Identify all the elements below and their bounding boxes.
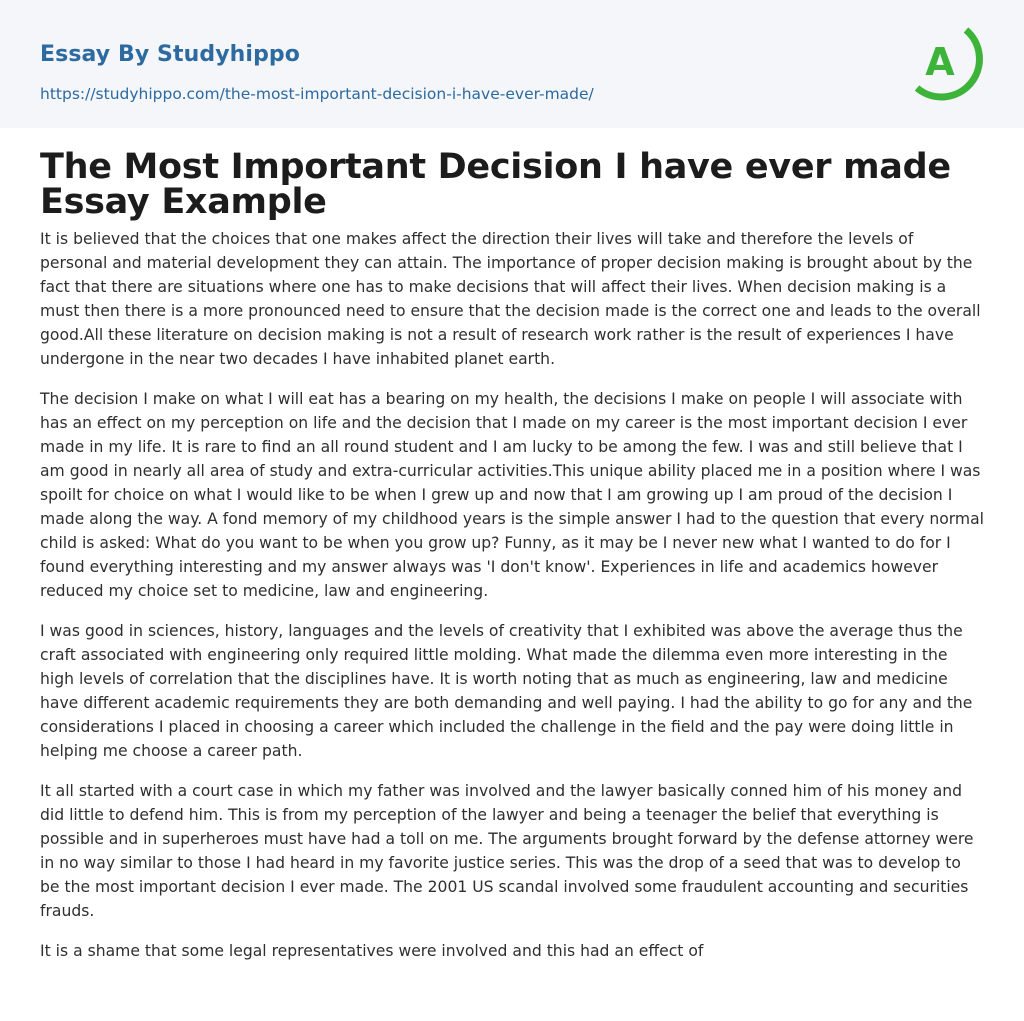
brand-title[interactable]: Essay By Studyhippo <box>40 42 300 67</box>
paragraph: It is believed that the choices that one makes affect the direction their lives will take and therefore the levels of personal and material development they can attain. The importance of proper decision making is brought about by the fact that there are situations where one has to make decisions that will affect their lives. When decision making is a must then there is a more pronounced need to ensure that the decision made is the correct one and leads to the overall good.All these literature on decision making is not a result of research work rather is the result of experiences I have undergone in the near two decades I have inhabited planet earth. <box>40 230 981 368</box>
article <box>40 147 984 979</box>
paragraph: It all started with a court case in which my father was involved and the lawyer basically conned him of his money and did little to defend him. This is from my perception of the lawyer and being a teenager the belief that everything is possible and in superheroes must have had a toll on me. The arguments brought forward by the defense attorney were in no way similar to those I had heard in my favorite justice series. This was the drop of a seed that was to develop to be the most important decision I ever made. The 2001 US scandal involved some fraudulent accounting and securities frauds. <box>40 782 974 920</box>
studyhippo-logo-icon[interactable] <box>909 18 989 108</box>
page-url-link[interactable]: https://studyhippo.com/the-most-important-decision-i-have-ever-made/ <box>40 85 594 103</box>
paragraph: I was good in sciences, history, languages and the levels of creativity that I exhibited was above the average thus the craft associated with engineering only required little molding. What made the dilemma even more interesting in the high levels of correlation that the disciplines have. It is worth noting that as much as engineering, law and medicine have different academic requirements they are both demanding and well paying. I had the ability to go for any and the considerations I placed in choosing a career which included the challenge in the field and the pay were doing little in helping me choose a career path. <box>40 622 973 760</box>
paragraph: The decision I make on what I will eat has a bearing on my health, the decisions I make on people I will associate with has an effect on my perception on life and the decision that I made on my career is the most important decision I ever made in my life. It is rare to find an all round student and I am lucky to be among the few. I was and still believe that I am good in nearly all area of study and extra-curricular activities.This unique ability placed me in a position where I was spoilt for choice on what I would like to be when I grew up and now that I am growing up I am proud of the decision I made along the way. A fond memory of my childhood years is the simple answer I had to the question that every normal child is asked: What do you want to be when you grow up? Funny, as it may be I never new what I wanted to do for I found everything interesting and my answer always was 'I don't know'. Experiences in life and academics however reduced my choice set to medicine, law and engineering. <box>40 390 984 600</box>
paragraph: It is a shame that some legal representatives were involved and this had an effect of <box>40 942 704 960</box>
site-header <box>0 0 1024 128</box>
logo-letter: A <box>925 40 955 84</box>
article-title: The Most Important Decision I have ever made Essay Example <box>40 147 951 222</box>
